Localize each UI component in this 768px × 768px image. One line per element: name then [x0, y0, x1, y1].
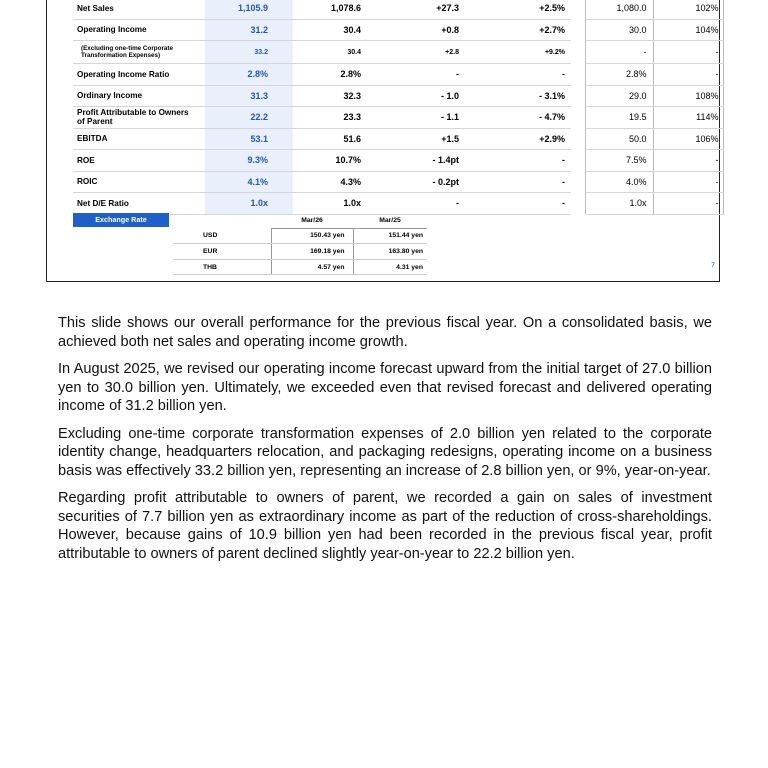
column-gap: [571, 107, 585, 129]
forecast-value: 50.0: [585, 128, 653, 150]
change-value: - 1.0: [389, 85, 485, 107]
row-label: ROE: [73, 150, 205, 172]
row-label: Ordinary Income: [73, 85, 205, 107]
row-label: (Excluding one-time Corporate Transformation Expenses): [73, 41, 205, 64]
change-value: +1.5: [389, 128, 485, 150]
currency-code: THB: [173, 259, 271, 275]
current-value: 9.3%: [205, 150, 293, 172]
header-blank: [173, 213, 271, 228]
column-gap: [571, 64, 585, 86]
table-row: [73, 107, 723, 129]
current-value: 1,105.9: [205, 0, 293, 19]
rate-mar26: 169.18 yen: [271, 244, 353, 260]
column-gap: [571, 0, 585, 19]
current-value: 33.2: [205, 41, 293, 64]
narration-paragraph: Excluding one-time corporate transformation expenses of 2.0 billion yen related to the corporate identity change, headquarters relocation, and packaging redesigns, operating income on a business basis was effectively 33.2 billion yen, representing an increase of 2.8 billion yen, or 9%, year-on-year.: [58, 425, 712, 479]
forecast-value: 19.5: [585, 107, 653, 129]
row-label: Net D/E Ratio: [73, 193, 205, 215]
forecast-value: 1.0x: [585, 193, 653, 215]
column-header: Mar/26: [271, 213, 353, 228]
previous-value: 32.3: [293, 85, 389, 107]
table-row: [73, 171, 723, 193]
table-row: [173, 244, 427, 260]
change-percent: +2.7%: [485, 19, 571, 41]
page-number: 7: [711, 262, 715, 269]
column-gap: [571, 171, 585, 193]
row-label: Profit Attributable to Owners of Parent: [73, 107, 205, 129]
table-row: [173, 259, 427, 275]
achievement-rate: 104%: [653, 19, 723, 41]
change-value: +0.8: [389, 19, 485, 41]
forecast-value: -: [585, 41, 653, 64]
column-gap: [571, 128, 585, 150]
currency-code: EUR: [173, 244, 271, 260]
current-value: 1.0x: [205, 193, 293, 215]
previous-value: 4.3%: [293, 171, 389, 193]
forecast-value: 2.8%: [585, 64, 653, 86]
achievement-rate: -: [653, 41, 723, 64]
forecast-value: 1,080.0: [585, 0, 653, 19]
column-gap: [571, 85, 585, 107]
rate-mar25: 151.44 yen: [353, 228, 427, 244]
current-value: 53.1: [205, 128, 293, 150]
table-row: [73, 0, 723, 19]
change-value: +27.3: [389, 0, 485, 19]
table-row: [73, 150, 723, 172]
rate-mar25: 163.80 yen: [353, 244, 427, 260]
row-label: Net Sales: [73, 0, 205, 19]
table-row: [73, 64, 723, 86]
current-value: 4.1%: [205, 171, 293, 193]
financial-results-table: [73, 0, 724, 215]
narration-paragraph: Regarding profit attributable to owners of parent, we recorded a gain on sales of investment securities of 7.7 billion yen as extraordinary income as part of the reduction of cross-shareholdings. However, because gains of 10.9 billion yen had been recorded in the previous fiscal year, profit attributable to owners of parent declined slightly year-on-year to 22.2 billion yen.: [58, 490, 712, 562]
change-percent: -: [485, 193, 571, 215]
change-value: +2.8: [389, 41, 485, 64]
previous-value: 1,078.6: [293, 0, 389, 19]
change-percent: -: [485, 64, 571, 86]
previous-value: 30.4: [293, 41, 389, 64]
narration-paragraph: In August 2025, we revised our operating income forecast upward from the initial target of 27.0 billion yen to 30.0 billion yen. Ultimately, we exceeded even that revised forecast and delivered operating income of 31.2 billion yen.: [58, 361, 712, 414]
change-percent: - 4.7%: [485, 107, 571, 129]
table-row: [73, 85, 723, 107]
change-value: -: [389, 64, 485, 86]
achievement-rate: -: [653, 171, 723, 193]
row-label: EBITDA: [73, 128, 205, 150]
change-percent: +2.5%: [485, 0, 571, 19]
achievement-rate: 114%: [653, 107, 723, 129]
current-value: 22.2: [205, 107, 293, 129]
current-value: 31.3: [205, 85, 293, 107]
column-gap: [571, 19, 585, 41]
change-percent: +2.9%: [485, 128, 571, 150]
previous-value: 1.0x: [293, 193, 389, 215]
achievement-rate: -: [653, 193, 723, 215]
previous-value: 30.4: [293, 19, 389, 41]
table-row: [173, 213, 427, 228]
change-value: - 0.2pt: [389, 171, 485, 193]
change-value: - 1.1: [389, 107, 485, 129]
current-value: 31.2: [205, 19, 293, 41]
narration-paragraph: This slide shows our overall performance for the previous fiscal year. On a consolidated basis, we achieved both net sales and operating income growth.: [58, 315, 712, 350]
change-percent: - 3.1%: [485, 85, 571, 107]
current-value: 2.8%: [205, 64, 293, 86]
table-row: [73, 41, 723, 64]
exchange-rate-title: Exchange Rate: [73, 213, 169, 227]
table-row: [73, 19, 723, 41]
forecast-value: 29.0: [585, 85, 653, 107]
previous-value: 23.3: [293, 107, 389, 129]
currency-code: USD: [173, 228, 271, 244]
rate-mar26: 150.43 yen: [271, 228, 353, 244]
narration-text: [58, 314, 712, 572]
table-row: [73, 193, 723, 215]
achievement-rate: 106%: [653, 128, 723, 150]
change-percent: -: [485, 150, 571, 172]
forecast-value: 4.0%: [585, 171, 653, 193]
row-label: ROIC: [73, 171, 205, 193]
change-percent: -: [485, 171, 571, 193]
row-label: Operating Income: [73, 19, 205, 41]
achievement-rate: -: [653, 150, 723, 172]
column-gap: [571, 150, 585, 172]
exchange-rate-table: [173, 213, 427, 275]
achievement-rate: 102%: [653, 0, 723, 19]
change-value: -: [389, 193, 485, 215]
row-label: Operating Income Ratio: [73, 64, 205, 86]
achievement-rate: 108%: [653, 85, 723, 107]
change-percent: +9.2%: [485, 41, 571, 64]
table-row: [173, 228, 427, 244]
rate-mar25: 4.31 yen: [353, 259, 427, 275]
previous-value: 51.6: [293, 128, 389, 150]
rate-mar26: 4.57 yen: [271, 259, 353, 275]
previous-value: 2.8%: [293, 64, 389, 86]
change-value: - 1.4pt: [389, 150, 485, 172]
column-gap: [571, 193, 585, 215]
slide-panel: [46, 0, 720, 282]
achievement-rate: -: [653, 64, 723, 86]
column-gap: [571, 41, 585, 64]
forecast-value: 30.0: [585, 19, 653, 41]
table-row: [73, 128, 723, 150]
column-header: Mar/25: [353, 213, 427, 228]
previous-value: 10.7%: [293, 150, 389, 172]
forecast-value: 7.5%: [585, 150, 653, 172]
